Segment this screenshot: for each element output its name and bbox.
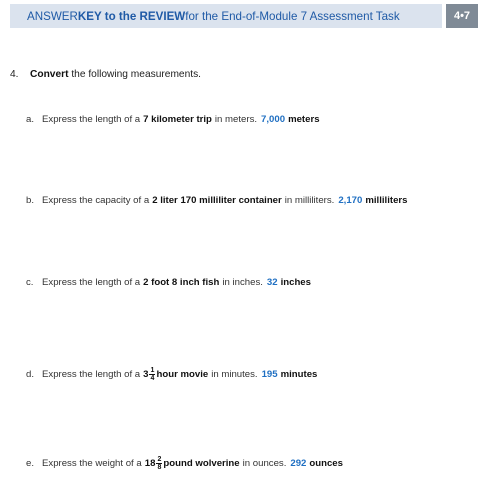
item-text: Express the length of a — [42, 114, 141, 125]
item-bold: 2 foot 8 inch fish — [143, 277, 220, 288]
item-text-post: in inches. — [222, 277, 263, 288]
item-c — [26, 277, 311, 288]
page-header — [0, 0, 500, 34]
item-letter: b. — [26, 195, 35, 206]
item-letter: d. — [26, 369, 35, 380]
answer-number: 195 — [261, 369, 278, 380]
item-letter: c. — [26, 277, 34, 288]
item-bold: hour movie — [156, 369, 209, 380]
item-bold: 7 kilometer trip — [143, 114, 212, 125]
item-d — [26, 367, 317, 382]
fraction-denominator: 8 — [157, 464, 162, 471]
answer-number: 7,000 — [261, 114, 286, 125]
mixed-number — [143, 367, 156, 382]
header-title — [10, 4, 442, 28]
item-text-post: in meters. — [214, 114, 258, 125]
item-text-post: in ounces. — [242, 458, 287, 469]
mixed-whole: 3 — [143, 369, 149, 380]
item-text: Express the weight of a — [42, 458, 142, 469]
question-number: 4. — [10, 69, 19, 80]
item-b — [26, 195, 407, 206]
item-text: Express the length of a — [42, 369, 141, 380]
module-badge: 4•7 — [446, 4, 478, 28]
mixed-whole: 18 — [144, 458, 156, 469]
header-title-key: KEY to the REVIEW — [77, 9, 186, 23]
header-title-prefix: ANSWER — [27, 9, 78, 23]
fraction-denominator: 4 — [150, 375, 155, 382]
item-bold: pound wolverine — [163, 458, 240, 469]
question-prompt — [10, 69, 201, 80]
answer-unit: meters — [288, 114, 320, 125]
answer-unit: milliliters — [365, 195, 408, 206]
fraction-numerator: 2 — [157, 456, 162, 463]
answer-unit: inches — [280, 277, 311, 288]
header-title-suffix: for the End-of-Module 7 Assessment Task — [185, 9, 400, 23]
fraction — [156, 456, 162, 471]
answer-number: 2,170 — [338, 195, 363, 206]
item-letter: a. — [26, 114, 35, 125]
item-text: Express the capacity of a — [42, 195, 150, 206]
answer-number: 292 — [290, 458, 307, 469]
item-text-post: in milliliters. — [284, 195, 335, 206]
answer-unit: minutes — [280, 369, 318, 380]
item-text-post: in minutes. — [211, 369, 258, 380]
question-text: the following measurements. — [71, 69, 202, 80]
item-letter: e. — [26, 458, 35, 469]
answer-unit: ounces — [309, 458, 343, 469]
mixed-number — [145, 456, 164, 471]
question-verb: Convert — [30, 69, 69, 80]
item-e — [26, 456, 343, 471]
fraction-numerator: 1 — [150, 367, 155, 374]
item-text: Express the length of a — [42, 277, 141, 288]
item-bold: 2 liter 170 milliliter container — [152, 195, 282, 206]
fraction — [149, 367, 155, 382]
answer-number: 32 — [266, 277, 278, 288]
item-a — [26, 114, 320, 125]
